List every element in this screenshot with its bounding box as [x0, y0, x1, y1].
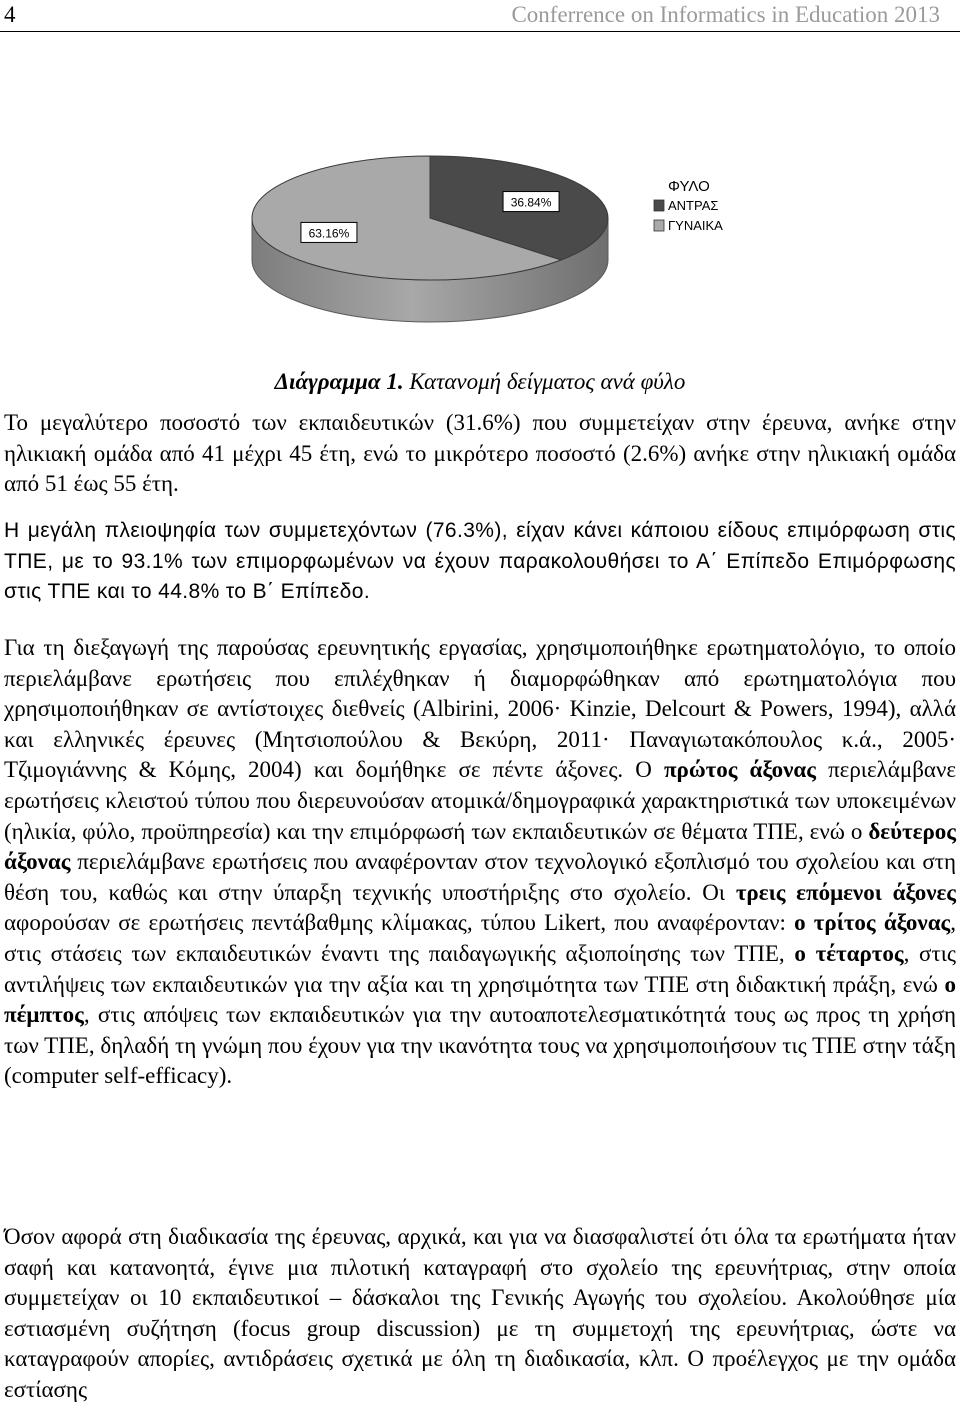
p3-bold-first-axis: πρώτος άξονας: [663, 757, 816, 783]
p3-segment-2: περιελάμβανε ερωτήσεις κλειστού τύπου που διερευνούσαν ατομικά/δημογραφικά χαρακτηριστικά των υποκειμένων (ηλικία, φύλο, προϋπηρεσία) και την επιμόρφωσή των εκπαιδευτικών σε θέματα ΤΠΕ, ενώ ο: [4, 757, 956, 844]
p3-segment-6: , στις αντιλήψεις των εκπαιδευτικών για την αξία και τη χρησιμότητα των ΤΠΕ στη διδακτική πράξη, ενώ: [4, 940, 956, 997]
p3-bold-second-axis: δεύτερος άξονας: [4, 818, 956, 875]
p3-segment-3: περιελάμβανε ερωτήσεις που αναφέρονταν στον τεχνολογικό εξοπλισμό του σχολείου και στη θέση του, καθώς και στην ύπαρξη τεχνικής υποστήριξης στο σχολείο. Οι: [4, 849, 956, 905]
p3-segment-1: Για τη διεξαγωγή της παρούσας ερευνητικής εργασίας, χρησιμοποιήθηκε ερωτηματολόγιο, το οποίο περιελάμβανε ερωτήσεις που επιλέχθηκαν ή διαμορφώθηκαν από ερωτηματολόγια που χρησιμοποιήθηκαν σε αντίστοιχες διεθνείς (Albirini, 2006· Kinzie, Delcourt & Powers, 1994), αλλά και ελληνικές έρευνες (Μητσιοπούλου & Βεκύρη, 2011· Παναγιωτακόπουλος κ.ά., 2005· Τζιμογιάννης & Κόμης, 2004) και δομήθηκε σε πέντε άξονες. Ο: [4, 635, 956, 783]
gender-pie-chart: [230, 148, 750, 384]
header-rule: [0, 31, 960, 32]
caption-text: Κατανομή δείγματος ανά φύλο: [403, 369, 686, 394]
paragraph-2-text: Η μεγάλη πλειοψηφία των συμμετεχόντων (76.3%), είχαν κάνει κάποιου είδους επιμόρφωση στις ΤΠΕ, με το 93.1% των επιμορφωμένων να έχουν παρακολουθήσει το Α΄ Επίπεδο Επιμόρφωσης στις ΤΠΕ και το 44.8% το Β΄ Επίπεδο.: [4, 519, 956, 604]
paragraph-1: [4, 408, 956, 500]
p3-bold-third-axis: ο τρίτος άξονας: [794, 910, 951, 936]
figure-caption: [0, 368, 960, 396]
page-header: [0, 0, 960, 34]
paragraph-4: [4, 1222, 956, 1406]
page-number: 4: [4, 2, 16, 27]
pie-label-1: 63.16%: [308, 226, 350, 241]
p3-bold-fifth: ο πέμπτος: [4, 971, 956, 1028]
caption-label: Διάγραμμα 1.: [274, 369, 404, 394]
paragraph-3: [4, 633, 956, 1092]
paragraph-2: [4, 516, 956, 608]
legend-label-1: ΓΥΝΑΙΚΑ: [668, 218, 723, 233]
p3-bold-fourth: ο τέταρτος: [794, 940, 904, 966]
pie-group: [252, 156, 608, 322]
p3-segment-7: , στις απόψεις των εκπαιδευτικών για την αυτοαποτελεσματικότητά τους ως προς τη χρήση των ΤΠΕ, δηλαδή τη γνώμη που έχουν για την ικανότητα τους να χρησιμοποιήσουν τις ΤΠΕ στην τάξη (computer self-efficacy).: [4, 1002, 956, 1089]
p3-bold-next-axes: τρεις επόμενοι άξονες: [735, 879, 956, 905]
pie-label-0: 36.84%: [510, 195, 552, 210]
p3-segment-4: αφορούσαν σε ερωτήσεις πεντάβαθμης κλίμακας, τύπου Likert, που αναφέρονταν:: [4, 910, 795, 936]
paragraph-3-text: [4, 633, 956, 1092]
legend-swatch-1: [654, 220, 664, 231]
p3-segment-5: , στις στάσεις των εκπαιδευτικών έναντι της παιδαγωγικής αξιοποίησης των ΤΠΕ,: [4, 910, 956, 966]
chart-legend: [654, 178, 723, 233]
running-title: Conferrence on Informatics in Education 2013: [511, 2, 940, 27]
legend-label-0: ΑΝΤΡΑΣ: [668, 198, 719, 213]
paragraph-1-text: Το μεγαλύτερο ποσοστό των εκπαιδευτικών (31.6%) που συμμετείχαν στην έρευνα, ανήκε στην ηλικιακή ομάδα από 41 μέχρι 45 έτη, ενώ το μικρότερο ποσοστό (2.6%) ανήκε στην ηλικιακή ομάδα από 51 έως 55 έτη.: [4, 410, 956, 497]
paragraph-4-text: Όσον αφορά στη διαδικασία της έρευνας, αρχικά, και για να διασφαλιστεί ότι όλα τα ερωτήματα ήταν σαφή και κατανοητά, έγινε μια πιλοτική καταγραφή στο σχολείο της ερευνήτριας, στην οποία συμμετείχαν οι 10 εκπαιδευτικοί – δάσκαλοι της Γενικής Αγωγής του σχολείου. Ακολούθησε μία εστιασμένη συζήτηση (focus group discussion) με τη συμμετοχή της ερευνήτριας, ώστε να καταγραφούν απορίες, αντιδράσεις σχετικά με όλη τη διαδικασία, κλπ. Ο προέλεγχος με την ομάδα εστίασης: [4, 1224, 956, 1402]
legend-swatch-0: [654, 200, 664, 211]
legend-title: ΦΥΛΟ: [668, 178, 710, 195]
